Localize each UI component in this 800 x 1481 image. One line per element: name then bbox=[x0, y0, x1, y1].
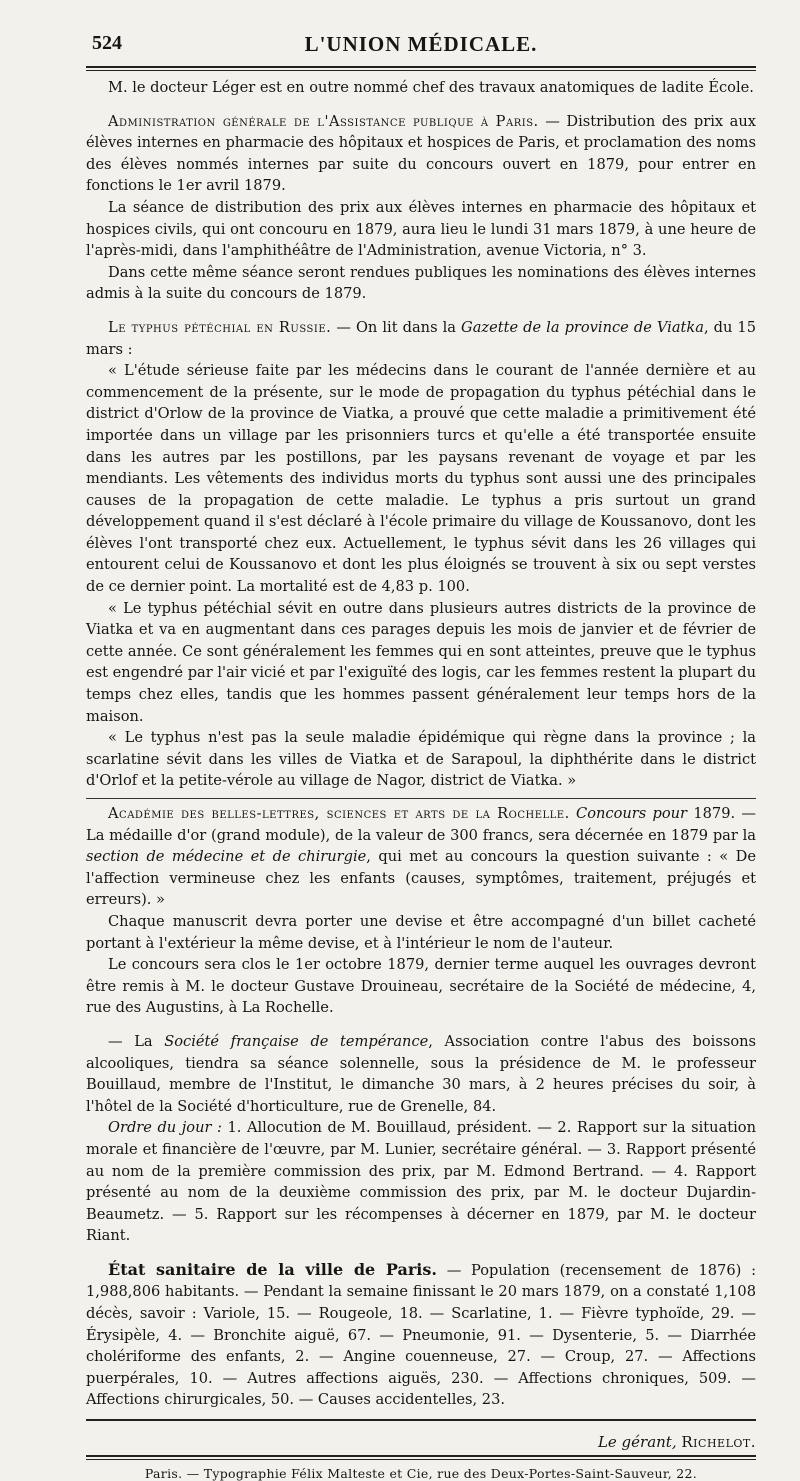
footer-rule bbox=[86, 1455, 756, 1460]
paragraph-leger: M. le docteur Léger est en outre nommé chef des travaux anatomiques de ladite École. bbox=[108, 79, 754, 96]
academie-title: Académie des belles-lettres, sciences et arts de la Rochelle. bbox=[108, 805, 570, 822]
order-of-day bbox=[86, 1117, 756, 1247]
academie-text-a: 1879. — La médaille d'or (grand module), de la valeur de 300 francs, sera décernée en 1879 par la bbox=[86, 805, 757, 844]
etat-paragraph bbox=[86, 1259, 756, 1411]
temperance-lead: — La bbox=[108, 1032, 165, 1050]
etat-title: État sanitaire de la ville de Paris. bbox=[108, 1259, 437, 1279]
admin-paragraph-3: Dans cette même séance seront rendues publiques les nominations des élèves internes admis à la suite du concours de 1879. bbox=[86, 263, 756, 303]
academie-section: section de médecine et de chirurgie bbox=[86, 848, 367, 866]
typhus-intro bbox=[86, 317, 756, 360]
printer-footer: Paris. — Typographie Félix Malteste et Cie, rue des Deux-Portes-Saint-Sauveur, 22. bbox=[144, 1466, 698, 1481]
admin-text: — Distribution des prix aux élèves internes en pharmacie des hôpitaux et hospices de Paris, et proclamation des noms des élèves nommés internes par suite du concours ouvert en 1879, pour entrer en fonctions le 1er avril 1879. bbox=[86, 112, 756, 195]
temperance-text: , Association contre l'abus des boissons alcooliques, tiendra sa séance solennelle, sous la présidence de M. le professeur Bouillaud, membre de l'Institut, le dimanche 30 mars, à 2 heures précises du soir, à l'hôtel de la Société d'horticulture, rue de Grenelle, 84. bbox=[86, 1032, 757, 1115]
signature-rule bbox=[86, 1419, 756, 1421]
typhus-quote-2: « Le typhus pétéchial sévit en outre dans plusieurs autres districts de la province de Viatka et va en augmentant dans ces parages depuis les mois de janvier et de février de cette année. Ce sont généralement les femmes qui en sont atteintes, preuve que le typhus est engendré par l'air vicié et par l'exiguïté des logis, car les femmes restent la plupart du temps chez elles, tandis que les hommes passent généralement leur temps hors de la maison. bbox=[86, 599, 756, 725]
admin-paragraph bbox=[86, 111, 756, 197]
admin-title: Administration générale de l'Assistance publique à Paris. bbox=[108, 112, 539, 130]
academie-subtitle: Concours pour bbox=[576, 805, 688, 822]
section-rule bbox=[86, 798, 756, 799]
typhus-title: Le typhus pétéchial en Russie. bbox=[108, 318, 332, 336]
signature bbox=[86, 1433, 756, 1451]
order-label: Ordre du jour : bbox=[108, 1119, 222, 1137]
signature-label: Le gérant, bbox=[597, 1433, 677, 1452]
signature-name: Richelot. bbox=[681, 1433, 756, 1452]
typhus-source: Gazette de la province de Viatka bbox=[461, 318, 704, 336]
academie-paragraph-2: Chaque manuscrit devra porter une devise et être accompagné d'un billet cacheté portant à l'extérieur la même devise, et à l'intérieur le nom de l'auteur. bbox=[86, 912, 756, 952]
typhus-intro-b: , du 15 mars : bbox=[86, 318, 757, 358]
temperance-paragraph bbox=[86, 1031, 756, 1117]
academie-text-b: , qui met au concours la question suivante : « De l'affection vermineuse chez les enfants (causes, symptômes, traitement, préjugés et erreurs). » bbox=[86, 848, 756, 909]
page-header bbox=[86, 28, 756, 62]
temperance-society: Société française de tempérance bbox=[164, 1032, 429, 1050]
typhus-quote-1: « L'étude sérieuse faite par les médecins dans le courant de l'année dernière et au commencement de la présente, sur le mode de propagation du typhus pétéchial dans le district d'Orlow de la province de Viatka, a prouvé que cette maladie a primitivement été importée dans un village par les prisonniers turcs et qu'elle a été transportée ensuite dans les autres par les postillons, par les paysans revenant de voyage et par les mendiants. Les vêtements des individus morts du typhus sont aussi une des principales causes de la propagation de cette maladie. Le typhus a pris surtout un grand développement quand il s'est déclaré à l'école primaire du village de Koussanovo, dont les élèves l'ont transporté chez eux. Actuellement, le typhus sévit dans les 26 villages qui entourent celui de Koussanovo et dont les plus éloignés se trouvent à six ou sept verstes de ce dernier point. La mortalité est de 4,83 p. 100. bbox=[86, 362, 756, 596]
header-rule bbox=[86, 66, 756, 71]
page-number: 524 bbox=[92, 32, 122, 54]
journal-title: L'UNION MÉDICALE. bbox=[304, 32, 538, 56]
etat-text: — Population (recensement de 1876) : 1,988,806 habitants. — Pendant la semaine finissant le 20 mars 1879, on a constaté 1,108 décès, savoir : Variole, 15. — Rougeole, 18. — Scarlatine, 1. — Fièvre typhoïde, 29. — Érysipèle, 4. — Bronchite aiguë, 67. — Pneumonie, 91. — Dysenterie, 5. — Diarrhée cholériforme des enfants, 2. — Angine couenneuse, 27. — Croup, 27. — Affections puerpérales, 10. — Autres affections aiguës, 230. — Affections chroniques, 509. — Affections chirurgicales, 50. — Causes accidentelles, 23. bbox=[86, 1261, 756, 1409]
admin-paragraph-2: La séance de distribution des prix aux élèves internes en pharmacie des hôpitaux et hospices civils, qui ont concouru en 1879, aura lieu le lundi 31 mars 1879, à une heure de l'après-midi, dans l'amphithéâtre de l'Administration, avenue Victoria, n° 3. bbox=[86, 198, 756, 260]
typhus-intro-a: — On lit dans la bbox=[331, 318, 462, 336]
order-text: 1. Allocution de M. Bouillaud, président. — 2. Rapport sur la situation morale et financière de l'œuvre, par M. Lunier, secrétaire général. — 3. Rapport présenté au nom de la première commission des prix, par M. Edmond Bertrand. — 4. Rapport présenté au nom de la deuxième commission des prix, par M. le docteur Dujardin-Beaumetz. — 5. Rapport sur les récompenses à décerner en 1879, par M. le docteur Riant. bbox=[86, 1119, 756, 1245]
academie-paragraph-3: Le concours sera clos le 1er octobre 1879, dernier terme auquel les ouvrages devront être remis à M. le docteur Gustave Drouineau, secrétaire de la Société de médecine, 4, rue des Augustins, à La Rochelle. bbox=[86, 956, 756, 1017]
typhus-quote-3: « Le typhus n'est pas la seule maladie épidémique qui règne dans la province ; la scarlatine sévit dans les villes de Viatka et de Sarapoul, la diphthérite dans le district d'Orlof et la petite-vérole au village de Nagor, district de Viatka. » bbox=[86, 729, 756, 790]
academie-paragraph bbox=[86, 803, 756, 911]
